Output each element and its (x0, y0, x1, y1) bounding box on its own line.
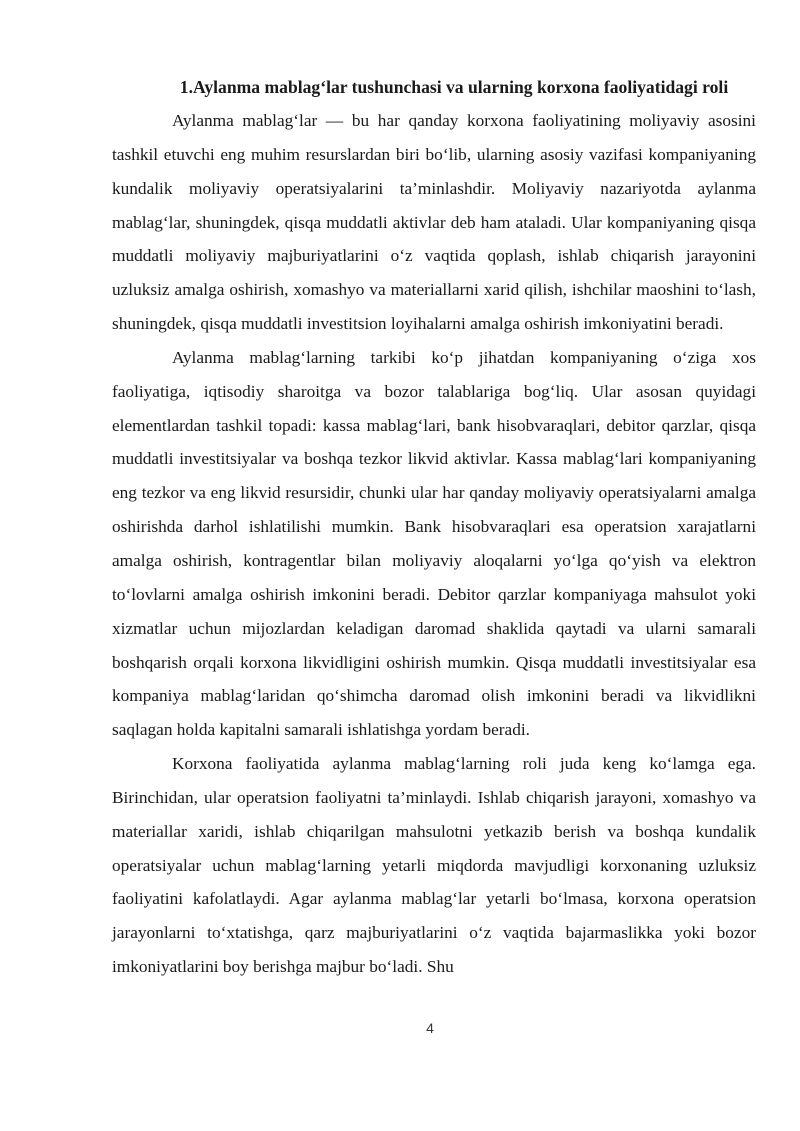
document-page (112, 70, 756, 984)
paragraph-3: Korxona faoliyatida aylanma mablag‘larning roli juda keng ko‘lamga ega. Birinchidan, ular operatsion faoliyatni ta’minlaydi. Ishlab chiqarish jarayoni, xomashyo va materiallar xaridi, ishlab chiqarilgan mahsulotni yetkazib berish va boshqa kundalik operatsiyalar uchun mablag‘larning yetarli miqdorda mavjudligi korxonaning uzluksiz faoliyatini kafolatlaydi. Agar aylanma mablag‘lar yetarli bo‘lmasa, korxona operatsion jarayonlarni to‘xtatishga, qarz majburiyatlarini o‘z vaqtida bajarmaslikka yoki bozor imkoniyatlarini boy berishga majbur bo‘ladi. Shu (112, 754, 756, 977)
paragraph-1: Aylanma mablag‘lar — bu har qanday korxona faoliyatining moliyaviy asosini tashkil etuvchi eng muhim resurslardan biri bo‘lib, ularning asosiy vazifasi kompaniyaning kundalik moliyaviy operatsiyalarini ta’minlashdir. Moliyaviy nazariyotda aylanma mablag‘lar, shuningdek, qisqa muddatli aktivlar deb ham ataladi. Ular kompaniyaning qisqa muddatli moliyaviy majburiyatlarini o‘z vaqtida qoplash, ishlab chiqarish jarayonini uzluksiz amalga oshirish, xomashyo va materiallarni xarid qilish, ishchilar maoshini to‘lash, shuningdek, qisqa muddatli investitsion loyihalarni amalga oshirish imkoniyatini beradi. (112, 111, 756, 334)
section-heading: 1.Aylanma mablag‘lar tushunchasi va ularning korxona faoliyatidagi roli (179, 77, 729, 97)
page-number: 4 (426, 1020, 434, 1036)
paragraph-2: Aylanma mablag‘larning tarkibi ko‘p jihatdan kompaniyaning o‘ziga xos faoliyatiga, iqtisodiy sharoitga va bozor talablariga bog‘liq. Ular asosan quyidagi elementlardan tashkil topadi: kassa mablag‘lari, bank hisobvaraqlari, debitor qarzlar, qisqa muddatli investitsiyalar va boshqa tezkor likvid aktivlar. Kassa mablag‘lari kompaniyaning eng tezkor va eng likvid resursidir, chunki ular har qanday moliyaviy operatsiyalarni amalga oshirishda darhol ishlatilishi mumkin. Bank hisobvaraqlari esa operatsion xarajatlarni amalga oshirish, kontragentlar bilan moliyaviy aloqalarni yo‘lga qo‘yish va elektron to‘lovlarni amalga oshirish imkonini beradi. Debitor qarzlar kompaniyaga mahsulot yoki xizmatlar uchun mijozlardan keladigan daromad shaklida qaytadi va ularni samarali boshqarish orqali korxona likvidligini oshirish mumkin. Qisqa muddatli investitsiyalar esa kompaniya mablag‘laridan qo‘shimcha daromad olish imkonini beradi va likvidlikni saqlagan holda kapitalni samarali ishlatishga yordam beradi. (112, 347, 756, 740)
